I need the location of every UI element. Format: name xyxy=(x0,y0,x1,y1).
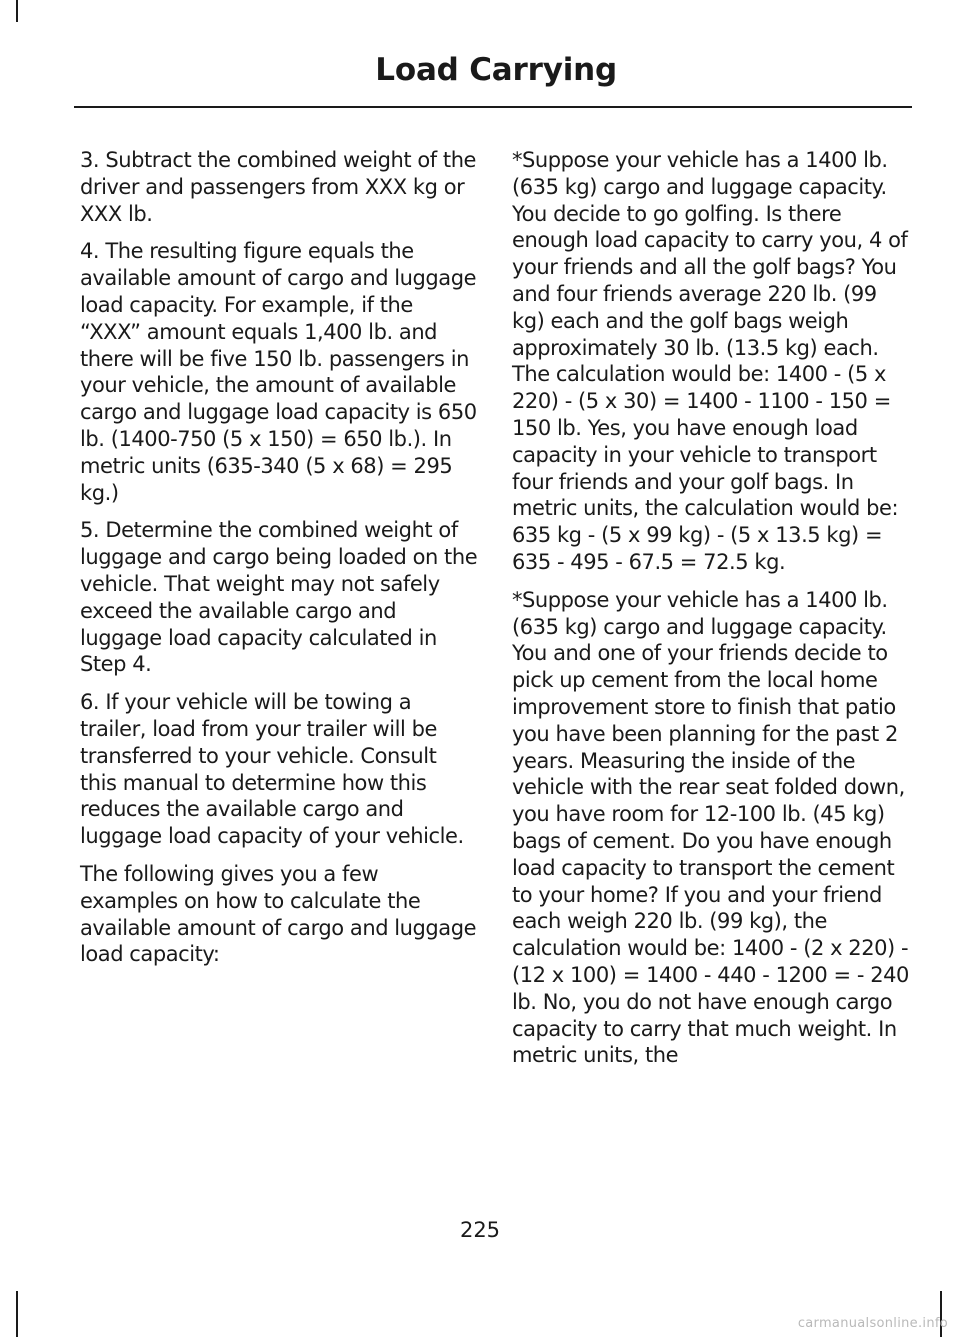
crop-mark-top-left xyxy=(16,0,18,22)
paragraph-step-3: 3. Subtract the combined weight of the driver and passengers from XXX kg or XXX lb. xyxy=(80,148,477,226)
page-number: 225 xyxy=(459,1218,501,1242)
header-rule xyxy=(74,106,912,108)
paragraph-example-golf: *Suppose your vehicle has a 1400 lb. (635 kg) cargo and luggage capacity. You decide to go golfing. Is there enough load capacity to carry you, 4 of your friends and all the golf bags? You and four friends average 220 lb. (99 kg) each and the golf bags weigh approximately 30 lb. (13.5 kg) each. The calculation would be: 1400 - (5 x 220) - (5 x 30) = 1400 - 1100 - 150 = 150 lb. Yes, you have enough load capacity in your vehicle to transport four friends and your golf bags. In metric units, the calculation would be: 635 kg - (5 x 99 kg) - (5 x 13.5 kg) = 635 - 495 - 67.5 = 72.5 kg. xyxy=(512,148,908,574)
paragraph-examples-intro: The following gives you a few examples on how to calculate the available amount of cargo and luggage load capacity: xyxy=(80,861,477,967)
crop-mark-bottom-left xyxy=(16,1291,18,1337)
right-column xyxy=(512,147,910,1080)
paragraph-step-5: 5. Determine the combined weight of luggage and cargo being loaded on the vehicle. That weight may not safely exceed the available cargo and luggage load capacity calculated in Step 4. xyxy=(80,518,478,677)
page-header-title: Load Carrying xyxy=(375,52,617,88)
paragraph-step-6: 6. If your vehicle will be towing a trailer, load from your trailer will be transferred to your vehicle. Consult this manual to determine how this reduces the available cargo and luggage load capacity of your vehicle. xyxy=(80,690,464,849)
paragraph-example-cement: *Suppose your vehicle has a 1400 lb. (635 kg) cargo and luggage capacity. You and one of your friends decide to pick up cement from the local home improvement store to finish that patio you have been planning for the past 2 years. Measuring the inside of the vehicle with the rear seat folded down, you have room for 12-100 lb. (45 kg) bags of cement. Do you have enough load capacity to transport the cement to your home? If you and your friend each weigh 220 lb. (99 kg), the calculation would be: 1400 - (2 x 220) - (12 x 100) = 1400 - 440 - 1200 = - 240 lb. No, you do not have enough cargo capacity to carry that much weight. In metric units, the xyxy=(512,587,909,1068)
paragraph-step-4: 4. The resulting figure equals the available amount of cargo and luggage load capacity. For example, if the “XXX” amount equals 1,400 lb. and there will be five 150 lb. passengers in your vehicle, the amount of available cargo and luggage load capacity is 650 lb. (1400-750 (5 x 150) = 650 lb.). In metric units (635-340 (5 x 68) = 295 kg.) xyxy=(80,239,477,505)
left-column xyxy=(80,147,478,979)
watermark: carmanualsonline.info xyxy=(797,1316,948,1331)
